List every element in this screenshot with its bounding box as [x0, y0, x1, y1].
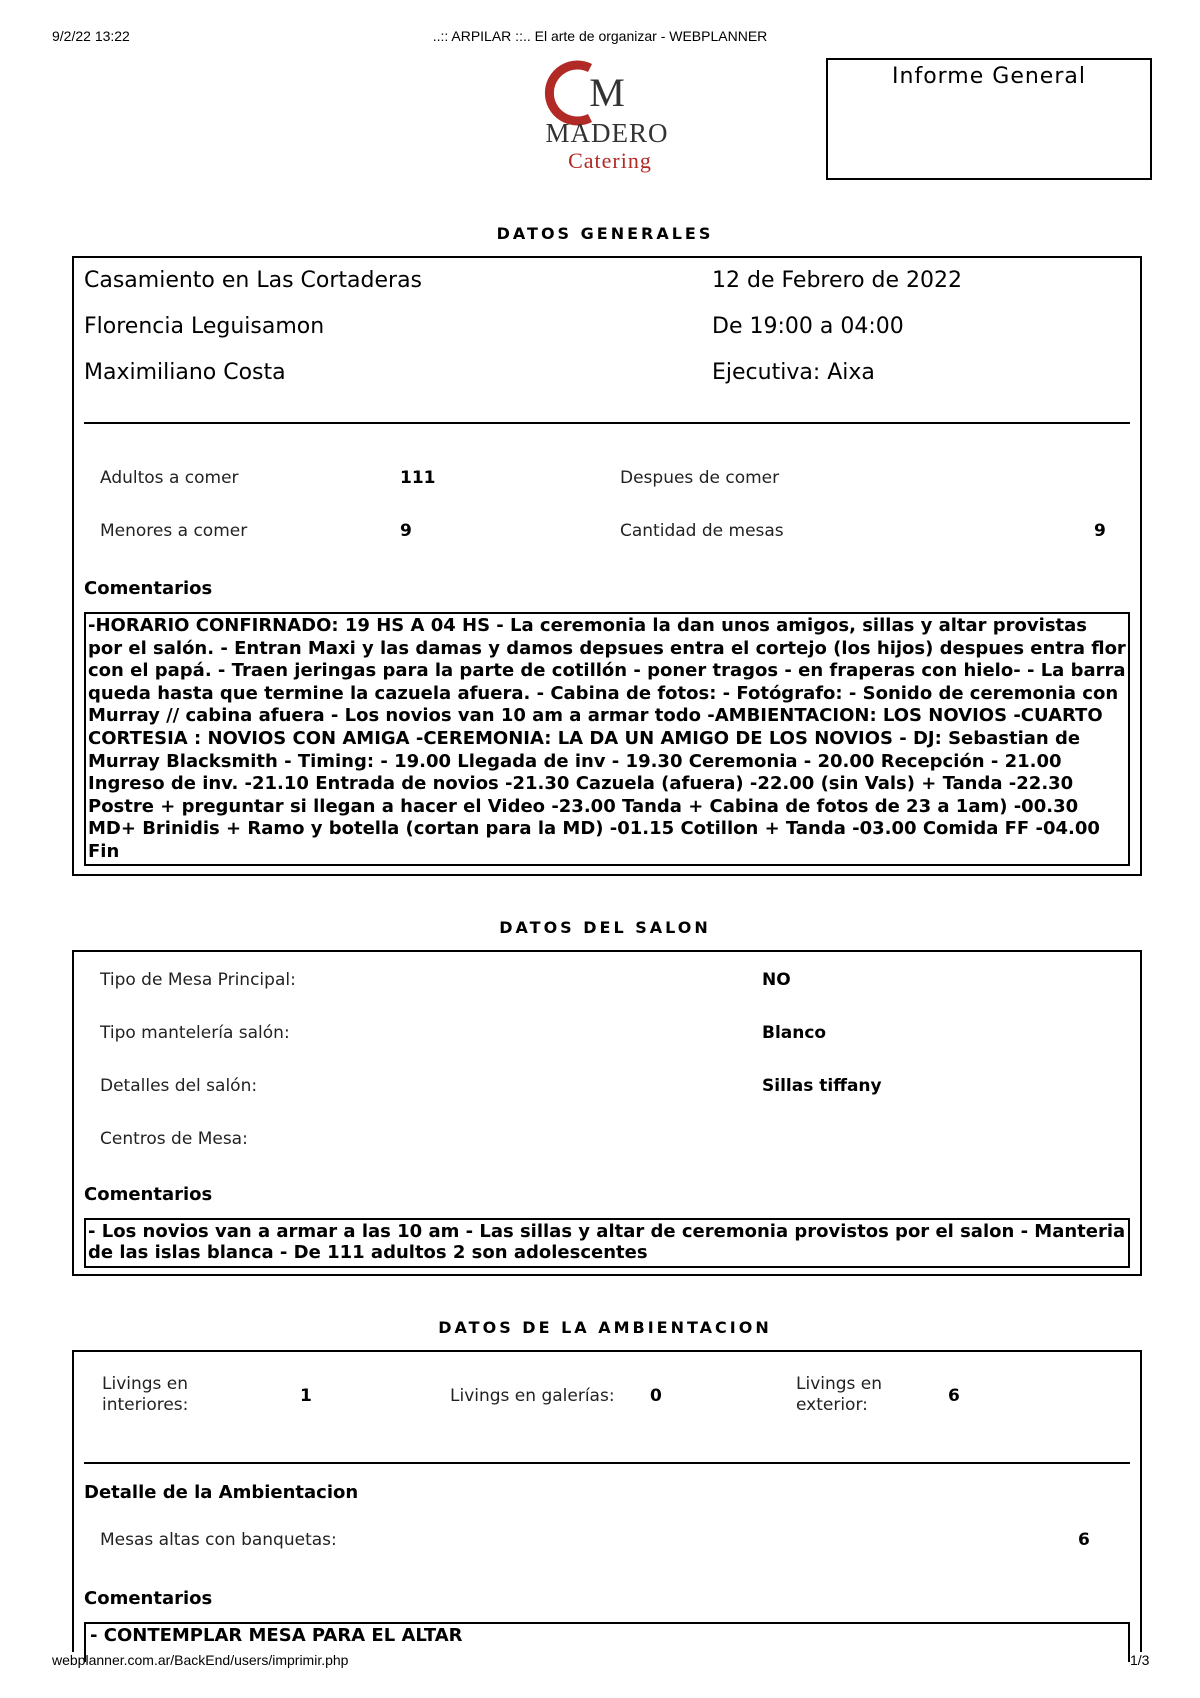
- menores-value: 9: [400, 521, 412, 541]
- interiores-label: Livings en interiores:: [102, 1374, 189, 1415]
- detalle-label: Detalle de la Ambientacion: [84, 1482, 359, 1503]
- divider: [84, 422, 1130, 424]
- salon-row-label: Detalles del salón:: [100, 1076, 258, 1096]
- generales-box: [72, 256, 1142, 876]
- salon-row-value: Sillas tiffany: [762, 1076, 882, 1096]
- galerias-label: Livings en galerías:: [450, 1386, 615, 1406]
- adultos-label: Adultos a comer: [100, 468, 239, 488]
- ambientacion-comentarios-label: Comentarios: [84, 1588, 213, 1609]
- section-title-salon: DATOS DEL SALON: [499, 918, 711, 937]
- salon-row-label: Tipo mantelería salón:: [100, 1023, 290, 1043]
- informe-box: [826, 58, 1152, 180]
- print-page-number: 1/3: [1130, 1652, 1150, 1668]
- comentarios-label: Comentarios: [84, 578, 213, 599]
- galerias-value: 0: [650, 1386, 662, 1406]
- mesas-value: 9: [1094, 521, 1106, 541]
- person-1: Florencia Leguisamon: [84, 314, 325, 339]
- print-title: ..:: ARPILAR ::.. El arte de organizar - WEBPLANNER: [432, 28, 768, 44]
- print-url: webplanner.com.ar/BackEnd/users/imprimir.php: [52, 1652, 349, 1668]
- interiores-value: 1: [300, 1386, 312, 1406]
- mesas-altas-label: Mesas altas con banquetas:: [100, 1530, 337, 1550]
- ambientacion-box: [72, 1350, 1142, 1652]
- mesas-label: Cantidad de mesas: [620, 521, 784, 541]
- despues-label: Despues de comer: [620, 468, 780, 488]
- divider: [84, 1462, 1130, 1464]
- executive: Ejecutiva: Aixa: [712, 360, 875, 385]
- logo-monogram: M: [589, 70, 625, 115]
- madero-catering-logo: [532, 58, 682, 180]
- event-name: Casamiento en Las Cortaderas: [84, 268, 423, 293]
- informe-title: Informe General: [892, 64, 1086, 89]
- salon-comentarios-label: Comentarios: [84, 1184, 213, 1205]
- mesas-altas-value: 6: [1078, 1530, 1090, 1550]
- salon-row-label: Tipo de Mesa Principal:: [100, 970, 296, 990]
- salon-row-label: Centros de Mesa:: [100, 1129, 248, 1149]
- person-2: Maximiliano Costa: [84, 360, 286, 385]
- logo-sub: Catering: [568, 148, 652, 173]
- ambientacion-comentarios-text: - CONTEMPLAR MESA PARA EL ALTAR: [84, 1622, 1130, 1662]
- salon-box: [72, 950, 1142, 1276]
- salon-row-value: Blanco: [762, 1023, 827, 1043]
- event-date: 12 de Febrero de 2022: [712, 268, 963, 293]
- salon-comentarios-text: - Los novios van a armar a las 10 am - Las sillas y altar de ceremonia provistos por el salon - Manteria de las islas blanca - De 111 adultos 2 son adolescentes: [84, 1218, 1130, 1268]
- logo-brand: MADERO: [545, 118, 669, 148]
- adultos-value: 111: [400, 468, 436, 488]
- event-time: De 19:00 a 04:00: [712, 314, 904, 339]
- section-title-generales: DATOS GENERALES: [496, 224, 714, 243]
- menores-label: Menores a comer: [100, 521, 248, 541]
- exterior-label: Livings en exterior:: [796, 1374, 883, 1415]
- section-title-ambientacion: DATOS DE LA AMBIENTACION: [438, 1318, 772, 1337]
- salon-row-value: NO: [762, 970, 791, 990]
- madero-logo-icon: [532, 58, 682, 180]
- exterior-value: 6: [948, 1386, 960, 1406]
- print-datetime: 9/2/22 13:22: [52, 28, 130, 44]
- comentarios-text: -HORARIO CONFIRNADO: 19 HS A 04 HS - La ceremonia la dan unos amigos, sillas y altar provistas por el salón. - Entran Maxi y las damas y damos depsues entra el cortejo (los hijos) despues entra flor con el papá. - Traen jeringas para la parte de cotillón - poner tragos - en fraperas con hielo- - La barra queda hasta que termine la cazuela afuera. - Cabina de fotos: - Fotógrafo: - Sonido de ceremonia con Murray // cabina afuera - Los novios van 10 am a armar todo -AMBIENTACION: LOS NOVIOS -CUARTO CORTESIA : NOVIOS CON AMIGA -CEREMONIA: LA DA UN AMIGO DE LOS NOVIOS - DJ: Sebastian de Murray Blacksmith - Timing: - 19.00 Llegada de inv - 19.30 Ceremonia - 20.00 Recepción - 21.00 Ingreso de inv. -21.10 Entrada de novios -21.30 Cazuela (afuera) -22.00 (sin Vals) + Tanda -22.30 Postre + preguntar si llegan a hacer el Video -23.00 Tanda + Cabina de fotos de 23 a 1am) -00.30 MD+ Brinidis + Ramo y botella (cortan para la MD) -01.15 Cotillon + Tanda -03.00 Comida FF -04.00 Fin: [84, 612, 1130, 866]
